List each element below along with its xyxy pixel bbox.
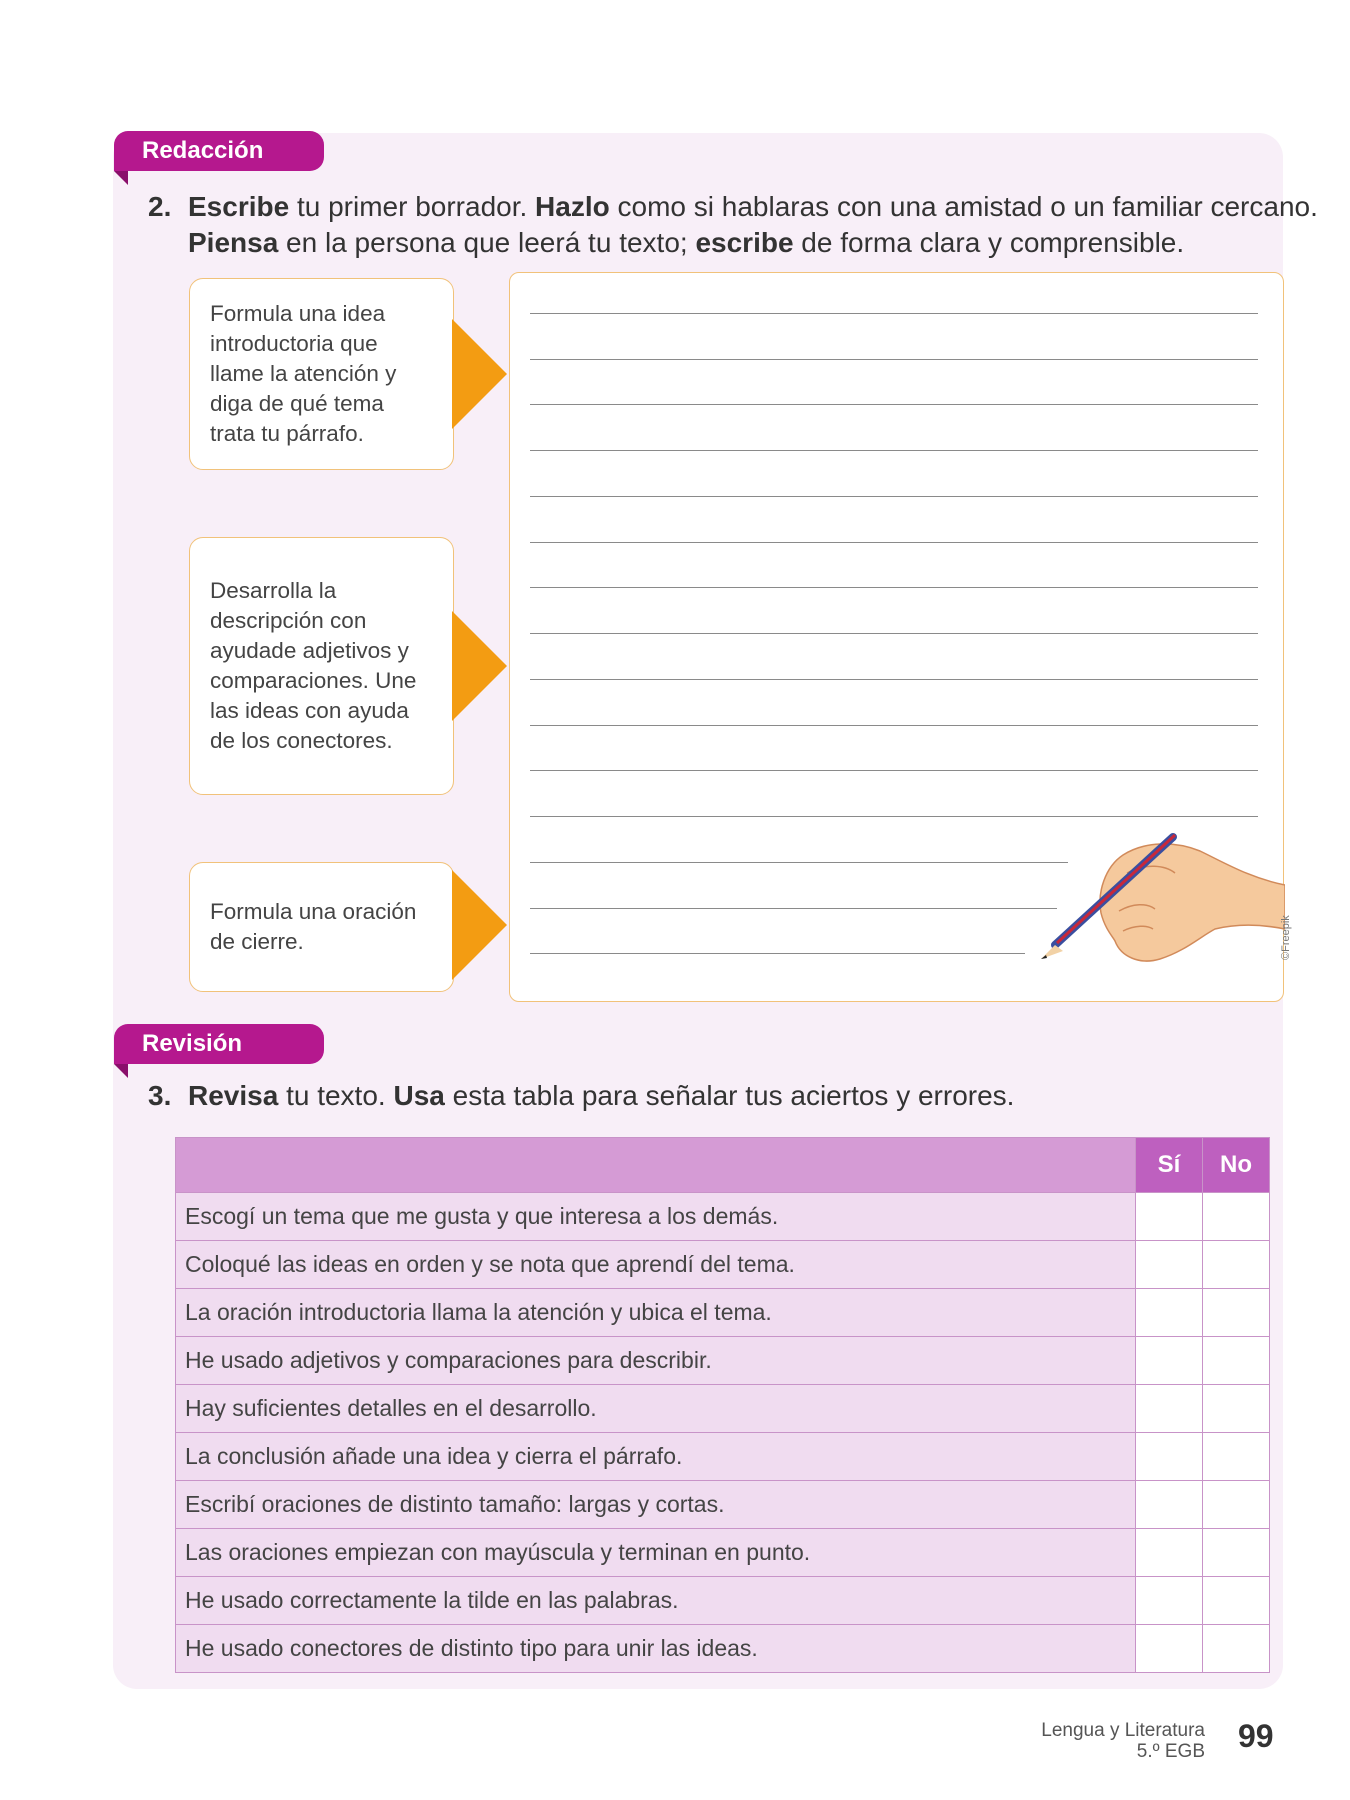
- hint-introduction: [189, 278, 454, 470]
- row-statement: Coloqué las ideas en orden y se nota que aprendí del tema.: [176, 1241, 1136, 1289]
- instruction-3: [148, 1078, 1014, 1114]
- checkbox-yes[interactable]: [1136, 1433, 1203, 1481]
- checkbox-no[interactable]: [1203, 1289, 1270, 1337]
- checkbox-yes[interactable]: [1136, 1625, 1203, 1673]
- checkbox-no[interactable]: [1203, 1385, 1270, 1433]
- section-tag-revision: Revisión: [114, 1024, 324, 1064]
- writing-line[interactable]: [530, 450, 1258, 451]
- row-statement: Hay suficientes detalles en el desarrollo.: [176, 1385, 1136, 1433]
- arrow-right-icon: [452, 611, 507, 721]
- page-number: 99: [1238, 1718, 1274, 1754]
- arrow-right-icon: [452, 870, 507, 980]
- hand-writing-illustration: [1035, 833, 1285, 993]
- checkbox-no[interactable]: [1203, 1433, 1270, 1481]
- table-row: [176, 1289, 1270, 1337]
- instruction-text: en la persona que leerá tu texto;: [278, 227, 696, 258]
- instruction-number: 2.: [148, 191, 172, 222]
- instruction-keyword: Revisa: [188, 1080, 279, 1111]
- row-statement: Las oraciones empiezan con mayúscula y terminan en punto.: [176, 1529, 1136, 1577]
- table-row: [176, 1625, 1270, 1673]
- hint-text: Desarrolla la descripción con ayudade adjetivos y comparaciones. Une las ideas con ayuda de los conectores.: [210, 578, 417, 753]
- row-statement: La conclusión añade una idea y cierra el párrafo.: [176, 1433, 1136, 1481]
- writing-line[interactable]: [530, 313, 1258, 314]
- checkbox-yes[interactable]: [1136, 1385, 1203, 1433]
- table-row: [176, 1481, 1270, 1529]
- section-tag-redaccion: Redacción: [114, 131, 324, 171]
- checkbox-yes[interactable]: [1136, 1577, 1203, 1625]
- writing-line[interactable]: [530, 908, 1057, 909]
- writing-line[interactable]: [530, 633, 1258, 634]
- instruction-text: esta tabla para señalar tus aciertos y errores.: [444, 1080, 1015, 1111]
- table-row: [176, 1193, 1270, 1241]
- table-row: [176, 1337, 1270, 1385]
- checkbox-no[interactable]: [1203, 1481, 1270, 1529]
- instruction-2: [148, 189, 1318, 261]
- table-header-yes: Sí: [1136, 1138, 1203, 1193]
- table-row: [176, 1529, 1270, 1577]
- instruction-text: de forma clara y comprensible.: [793, 227, 1185, 258]
- checkbox-no[interactable]: [1203, 1529, 1270, 1577]
- writing-line[interactable]: [530, 542, 1258, 543]
- writing-line[interactable]: [530, 862, 1068, 863]
- writing-line[interactable]: [530, 770, 1258, 771]
- table-row: [176, 1385, 1270, 1433]
- subject-name: Lengua y Literatura: [1041, 1720, 1205, 1741]
- checkbox-no[interactable]: [1203, 1625, 1270, 1673]
- table-row: [176, 1433, 1270, 1481]
- writing-line[interactable]: [530, 816, 1258, 817]
- instruction-number: 3.: [148, 1080, 172, 1111]
- writing-line[interactable]: [530, 359, 1258, 360]
- writing-line[interactable]: [530, 496, 1258, 497]
- checkbox-yes[interactable]: [1136, 1529, 1203, 1577]
- writing-line[interactable]: [530, 679, 1258, 680]
- row-statement: He usado conectores de distinto tipo para unir las ideas.: [176, 1625, 1136, 1673]
- checkbox-yes[interactable]: [1136, 1289, 1203, 1337]
- row-statement: Escogí un tema que me gusta y que interesa a los demás.: [176, 1193, 1136, 1241]
- instruction-keyword: Escribe: [188, 191, 290, 222]
- table-header-no: No: [1203, 1138, 1270, 1193]
- image-credit: ©Freepik: [1280, 915, 1292, 960]
- hint-development: [189, 537, 454, 795]
- checkbox-no[interactable]: [1203, 1193, 1270, 1241]
- table-row: [176, 1577, 1270, 1625]
- checkbox-yes[interactable]: [1136, 1481, 1203, 1529]
- table-row: [176, 1241, 1270, 1289]
- hint-text: Formula una oración de cierre.: [210, 899, 417, 954]
- grade-level: 5.º EGB: [1136, 1741, 1205, 1762]
- instruction-keyword: Piensa: [188, 227, 279, 258]
- table-header-row: [176, 1138, 1270, 1193]
- instruction-text: como si hablaras con una amistad o un familiar cercano.: [609, 191, 1318, 222]
- hint-text: Formula una idea introductoria que llame la atención y diga de qué tema trata tu párrafo.: [210, 301, 397, 446]
- row-statement: He usado adjetivos y comparaciones para describir.: [176, 1337, 1136, 1385]
- instruction-text: tu primer borrador.: [289, 191, 536, 222]
- writing-area[interactable]: [509, 272, 1284, 1002]
- checkbox-yes[interactable]: [1136, 1193, 1203, 1241]
- row-statement: La oración introductoria llama la atención y ubica el tema.: [176, 1289, 1136, 1337]
- review-checklist-table: [175, 1137, 1270, 1673]
- checkbox-no[interactable]: [1203, 1577, 1270, 1625]
- row-statement: He usado correctamente la tilde en las palabras.: [176, 1577, 1136, 1625]
- hint-closing: [189, 862, 454, 992]
- arrow-right-icon: [452, 319, 507, 429]
- writing-line[interactable]: [530, 587, 1258, 588]
- table-header-statement: [176, 1138, 1136, 1193]
- footer-subject: [1041, 1720, 1205, 1762]
- row-statement: Escribí oraciones de distinto tamaño: largas y cortas.: [176, 1481, 1136, 1529]
- instruction-keyword: escribe: [695, 227, 794, 258]
- instruction-keyword: Hazlo: [535, 191, 610, 222]
- instruction-text: tu texto.: [278, 1080, 394, 1111]
- checkbox-no[interactable]: [1203, 1241, 1270, 1289]
- checkbox-no[interactable]: [1203, 1337, 1270, 1385]
- writing-line[interactable]: [530, 404, 1258, 405]
- checkbox-yes[interactable]: [1136, 1241, 1203, 1289]
- writing-line[interactable]: [530, 953, 1025, 954]
- writing-line[interactable]: [530, 725, 1258, 726]
- instruction-keyword: Usa: [393, 1080, 445, 1111]
- checkbox-yes[interactable]: [1136, 1337, 1203, 1385]
